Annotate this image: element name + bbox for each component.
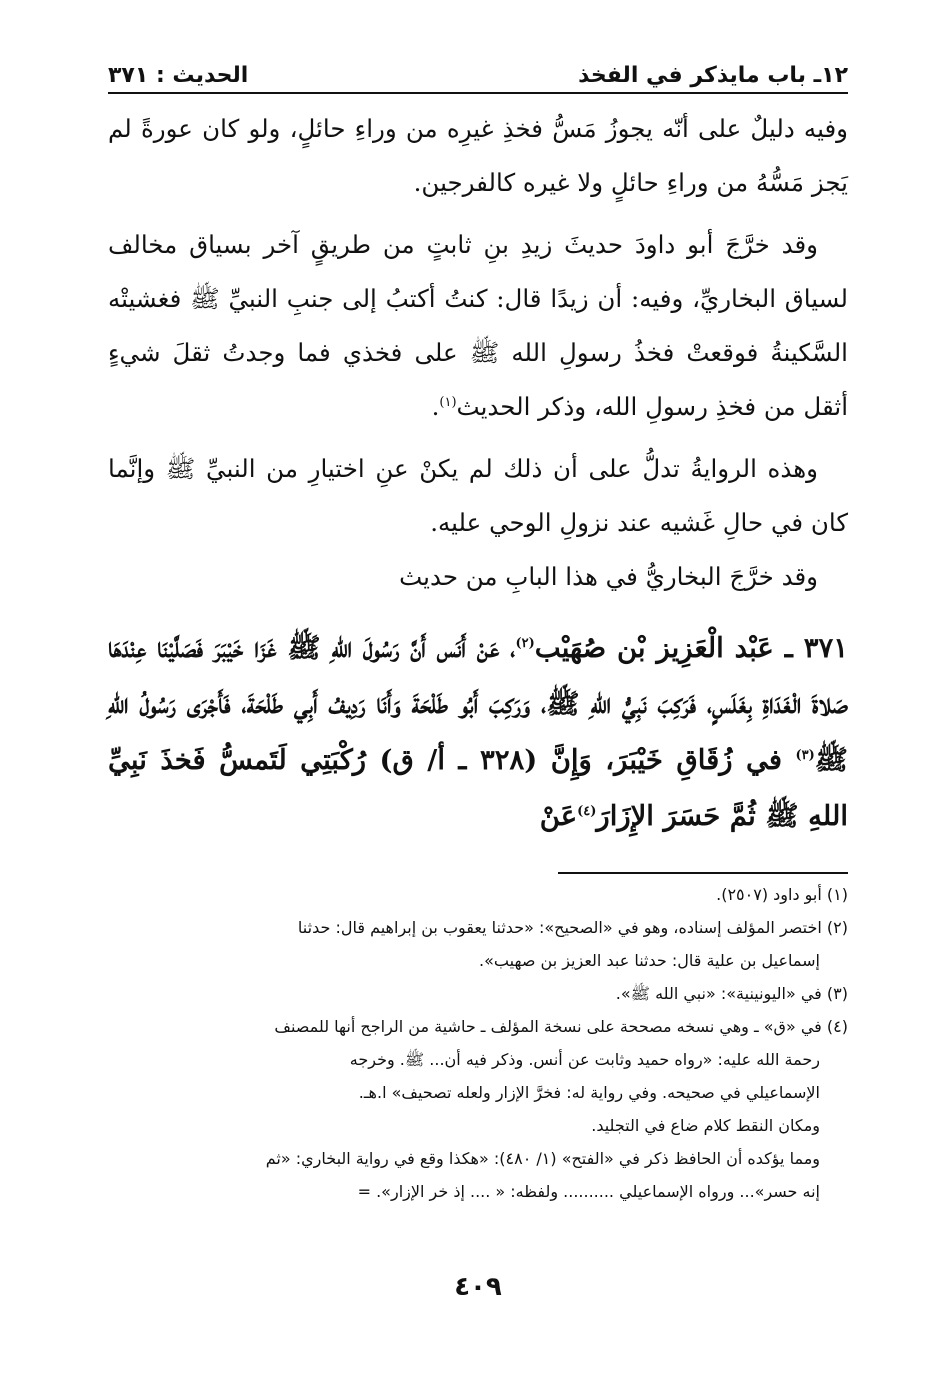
hadith-body: ، عَنْ أَنَس أَنَّ رَسُولَ اللهِ ﷺ غَزَا خَيْبَرَ فَصَلَّيْنَا عِنْدَهَا صَلاةَ الْغَدَاةِ بِغَلَسٍ، فَرَكِبَ نَبِيُّ اللهِ ﷺ، وَرَكِبَ أَبُو طَلْحَةَ وَأَنَا رَدِيفُ أَبِي طَلْحَةَ، فَأَجْرَى رَسُولُ اللهِ ﷺ <box>108 632 848 776</box>
footnote <box>108 911 848 977</box>
paragraph <box>108 442 848 550</box>
paragraph <box>108 550 848 604</box>
footnote-line: ومما يؤكده أن الحافظ ذكر في «الفتح» (١/ ٤٨٠): «هكذا وقع في رواية البخاري: «ثم <box>265 1148 820 1168</box>
hadith-body: عَنْ <box>539 800 578 832</box>
footnote-line: ومكان النقط كلام ضاع في التجليد. <box>591 1115 820 1135</box>
book-page <box>108 50 848 1350</box>
hadith-number: ٣٧١ ـ <box>784 632 849 664</box>
footnote-marker: (١) <box>439 394 457 410</box>
paragraph-text: وقد خرَّجَ أبو داودَ حديثَ زيدِ بنِ ثابتٍ من طريقٍ آخر بسياق مخالف لسياق البخاريِّ، وفيه: أن زيدًا قال: كنتُ أكتبُ إلى جنبِ النبيِّ ﷺ فغشيتْه السَّكينةُ فوقعتْ فخذُ رسولِ الله ﷺ على فخذي فما وجدتُ ثقلَ شيءٍ أثقل من فخذِ رسولِ الله، وذكر الحديث <box>108 230 848 421</box>
page-number: ٤٠٩ <box>454 1272 502 1302</box>
footnote-marker: (٢) <box>515 635 535 651</box>
chapter-title: ١٢ـ باب مايذكر في الفخذ <box>578 63 848 88</box>
hadith-reference: الحديث : ٣٧١ <box>108 63 249 88</box>
footnote <box>108 1010 848 1208</box>
footnote-line: (٢) اختصر المؤلف إسناده، وهو في «الصحيح»: «حدثنا يعقوب بن إبراهيم قال: حدثنا <box>297 917 848 937</box>
hadith-narrator: عَبْد الْعَزِيز بْن صُهَيْب <box>534 632 774 664</box>
footnote-line: (١) أبو داود (٢٥٠٧). <box>716 884 848 904</box>
paragraph-text: وفيه دليلٌ على أنّه يجوزُ مَسُّ فخذِ غيرِه من وراءِ حائلٍ، ولو كان عورةً لم يَجز مَسُّهُ من وراءِ حائلٍ ولا غيره كالفرجين. <box>108 114 848 197</box>
footnote-line: الإسماعيلي في صحيحه. وفي رواية له: فخرَّ الإزار ولعله تصحيف» ا.هـ. <box>358 1082 820 1102</box>
footnote-line: إنه حسر»... ورواه الإسماعيلي .......... ولفظه: « .... إذ خر الإزار». = <box>357 1181 820 1201</box>
footnote-line: (٤) في «ق» ـ وهي نسخه مصححة على نسخة المؤلف ـ حاشية من الراجح أنها للمصنف <box>274 1016 848 1036</box>
main-text <box>108 102 848 844</box>
footnote-line: إسماعيل بن علية قال: حدثنا عبد العزيز بن صهيب». <box>479 950 820 970</box>
hadith-text <box>108 620 848 844</box>
paragraph-text: وهذه الروايةُ تدلُّ على أن ذلك لم يكنْ عنِ اختيارِ من النبيِّ ﷺ وإنَّما كان في حالِ غَشيه عند نزولِ الوحي عليه. <box>108 454 848 537</box>
paragraph-end: . <box>431 392 440 421</box>
footnote-line: رحمة الله عليه: «رواه حميد وثابت عن أنس. وذكر فيه أن... ﷺ. وخرجه <box>349 1049 820 1069</box>
paragraph-text: وقد خرَّجَ البخاريُّ في هذا البابِ من حديث <box>399 562 818 591</box>
hadith-body: في زُقَاقِ خَيْبَرَ، وَإِنَّ (٣٢٨ ـ أ/ ق) رُكْبَتِي لَتَمسُّ فَخذَ نَبِيِّ اللهِ ﷺ ثُمَّ حَسَرَ الإِزَارَ <box>108 744 848 832</box>
footnote-marker: (٤) <box>577 803 597 819</box>
running-header <box>108 50 848 94</box>
footnote-divider <box>558 872 848 874</box>
paragraph <box>108 102 848 210</box>
footnote-line: (٣) في «اليونينية»: «نبي الله ﷺ». <box>615 983 848 1003</box>
footnotes <box>108 878 848 1208</box>
paragraph <box>108 218 848 434</box>
footnote-marker: (٣) <box>795 747 815 763</box>
footnote <box>108 878 848 911</box>
footnote <box>108 977 848 1010</box>
